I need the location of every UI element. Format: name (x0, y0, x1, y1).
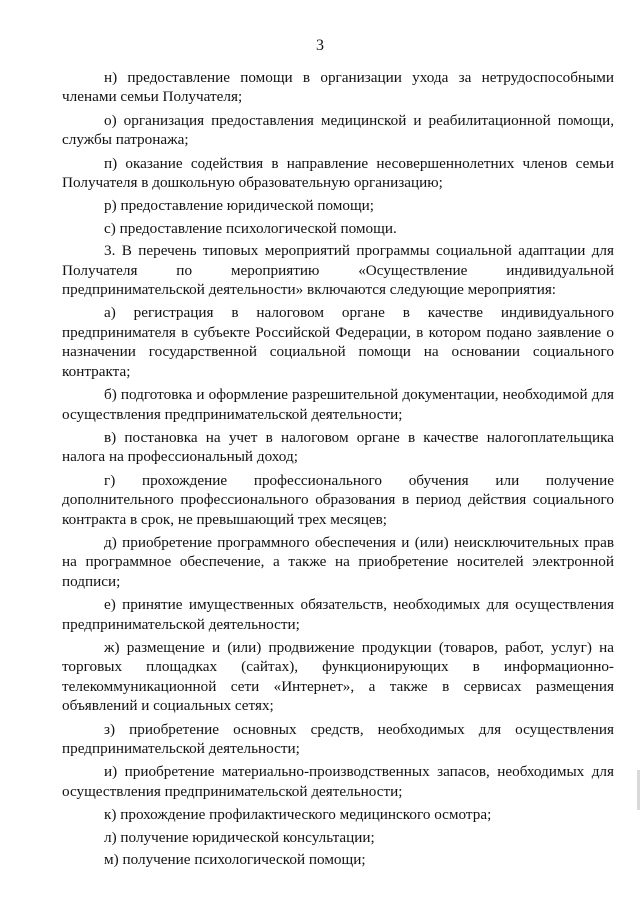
item-e: е) принятие имущественных обязательств, необходимых для осуществления предпринимательской деятельности; (62, 596, 614, 633)
page-number: 3 (316, 37, 324, 54)
item-a: а) регистрация в налоговом органе в качестве индивидуального предпринимателя в субъекте Российской Федерации, в котором подано заявление о назначении государственной социальной помощи на основании социального контракта; (62, 304, 614, 380)
item-n: н) предоставление помощи в организации ухода за нетрудоспособными членами семьи Получателя; (62, 69, 614, 106)
item-g: г) прохождение профессионального обучения или получение дополнительного профессионального образования в период действия социального контракта в срок, не превышающий трех месяцев; (62, 471, 614, 528)
item-z: з) приобретение основных средств, необходимых для осуществления предпринимательской деятельности; (62, 720, 614, 757)
item-s: с) предоставление психологической помощи. (104, 219, 397, 237)
item-b: б) подготовка и оформление разрешительной документации, необходимой для осуществления предпринимательской деятельности; (62, 386, 614, 423)
item-v: в) постановка на учет в налоговом органе в качестве налогоплательщика налога на профессиональный доход; (62, 428, 614, 466)
item-d: д) приобретение программного обеспечения и (или) неисключительных прав на программное обеспечение, а также на приобретение носителей электронной подписи; (62, 533, 614, 590)
document-body (62, 68, 614, 872)
item-zh: ж) размещение и (или) продвижение продукции (товаров, работ, услуг) на торговых площадках (сайтах), функционирующих в информационно-телекоммуникационной сети «Интернет», а также в сервисах размещения объявлений и социальных сетях; (62, 638, 614, 715)
item-i: и) приобретение материально-производственных запасов, необходимых для осуществления предпринимательской деятельности; (62, 763, 614, 800)
item-m: м) получение психологической помощи; (104, 851, 366, 869)
item-l: л) получение юридической консультации; (104, 828, 375, 846)
item-k: к) прохождение профилактического медицинского осмотра; (104, 806, 492, 824)
item-o: о) организация предоставления медицинской и реабилитационной помощи, службы патронажа; (62, 111, 614, 149)
item-p: п) оказание содействия в направление несовершеннолетних членов семьи Получателя в дошкольную образовательную организацию; (62, 154, 614, 192)
paragraph-3: 3. В перечень типовых мероприятий программы социальной адаптации для Получателя по мероприятию «Осуществление индивидуальной предпринимательской деятельности» включаются следующие мероприятия: (62, 242, 614, 299)
item-r: р) предоставление юридической помощи; (104, 197, 375, 215)
